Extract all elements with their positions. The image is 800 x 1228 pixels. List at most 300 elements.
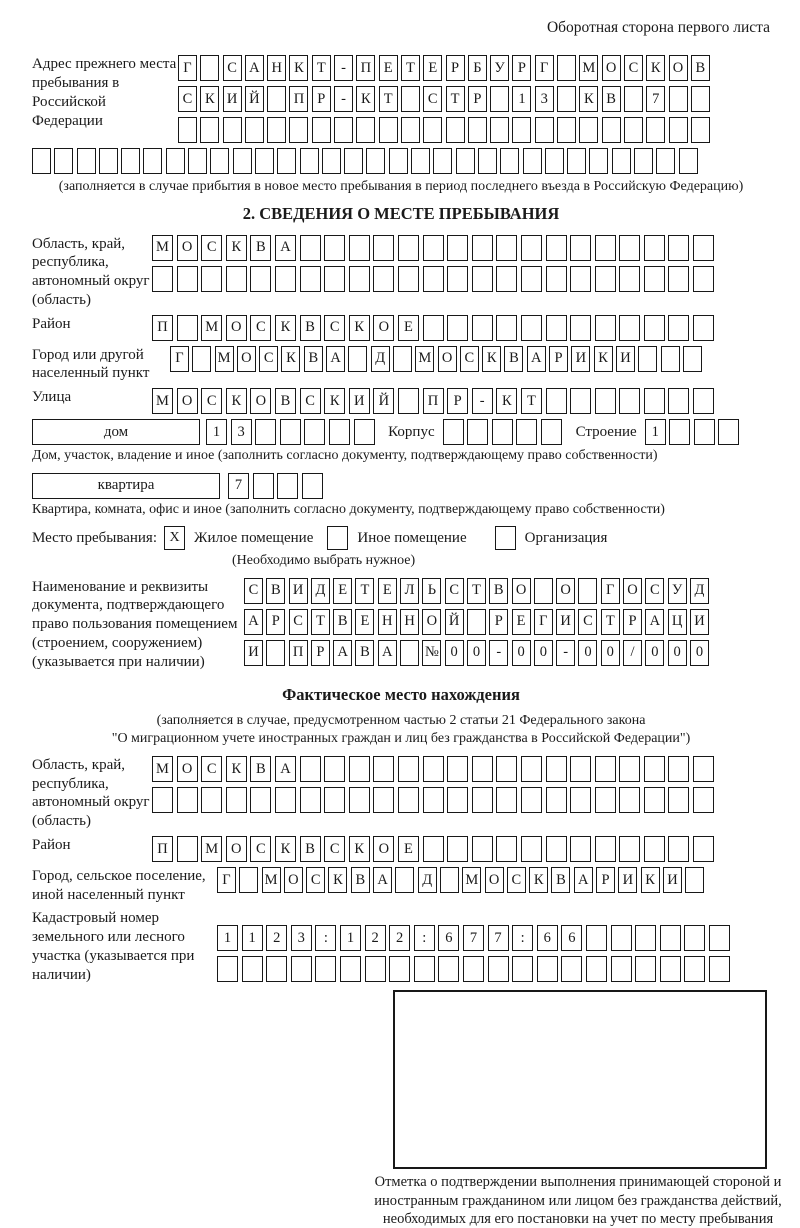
char-cell[interactable] (595, 787, 616, 813)
char-cell[interactable] (561, 956, 582, 982)
char-cell[interactable] (300, 266, 321, 292)
char-cell[interactable] (595, 836, 616, 862)
char-cell[interactable]: Н (378, 609, 397, 635)
char-cell[interactable] (200, 55, 219, 81)
char-cell[interactable] (546, 787, 567, 813)
char-cell[interactable] (201, 266, 222, 292)
char-cell[interactable]: 1 (645, 419, 666, 445)
char-cell[interactable]: О (177, 388, 198, 414)
char-cell[interactable] (226, 266, 247, 292)
char-cell[interactable] (411, 148, 430, 174)
char-cell[interactable] (579, 117, 598, 143)
char-cell[interactable] (152, 266, 173, 292)
char-cell[interactable] (266, 640, 285, 666)
char-cell[interactable] (400, 640, 419, 666)
char-cell[interactable] (423, 266, 444, 292)
char-cell[interactable]: О (669, 55, 688, 81)
char-cell[interactable] (668, 388, 689, 414)
char-cell[interactable]: К (324, 388, 345, 414)
char-cell[interactable] (691, 117, 710, 143)
char-cell[interactable] (595, 756, 616, 782)
char-cell[interactable] (586, 925, 607, 951)
char-cell[interactable] (277, 473, 298, 499)
char-cell[interactable]: Е (398, 315, 419, 341)
char-cell[interactable]: А (373, 867, 392, 893)
char-cell[interactable]: М (201, 836, 222, 862)
char-cell[interactable] (557, 117, 576, 143)
char-cell[interactable] (693, 388, 714, 414)
char-cell[interactable]: О (623, 578, 642, 604)
char-cell[interactable] (624, 117, 643, 143)
char-cell[interactable]: Р (489, 609, 508, 635)
char-cell[interactable] (496, 315, 517, 341)
char-cell[interactable]: Р (311, 640, 330, 666)
char-cell[interactable]: О (177, 756, 198, 782)
char-cell[interactable]: С (460, 346, 479, 372)
char-cell[interactable]: К (529, 867, 548, 893)
char-cell[interactable]: В (691, 55, 710, 81)
char-cell[interactable]: С (324, 836, 345, 862)
char-cell[interactable] (379, 117, 398, 143)
char-cell[interactable] (578, 578, 597, 604)
char-cell[interactable]: Е (333, 578, 352, 604)
char-cell[interactable] (302, 473, 323, 499)
char-cell[interactable] (393, 346, 412, 372)
char-cell[interactable]: С (223, 55, 242, 81)
char-cell[interactable]: К (482, 346, 501, 372)
char-cell[interactable]: О (237, 346, 256, 372)
char-cell[interactable] (619, 787, 640, 813)
char-cell[interactable] (638, 346, 657, 372)
char-cell[interactable] (304, 419, 325, 445)
char-cell[interactable]: П (289, 640, 308, 666)
char-cell[interactable] (521, 266, 542, 292)
char-cell[interactable]: В (551, 867, 570, 893)
char-cell[interactable]: А (333, 640, 352, 666)
char-cell[interactable] (496, 266, 517, 292)
char-cell[interactable]: 7 (463, 925, 484, 951)
char-cell[interactable] (567, 148, 586, 174)
char-cell[interactable] (709, 925, 730, 951)
char-cell[interactable] (541, 419, 562, 445)
char-cell[interactable] (496, 235, 517, 261)
char-cell[interactable]: 2 (389, 925, 410, 951)
char-cell[interactable]: И (349, 388, 370, 414)
char-cell[interactable] (679, 148, 698, 174)
char-cell[interactable] (366, 148, 385, 174)
char-cell[interactable] (718, 419, 739, 445)
char-cell[interactable] (709, 956, 730, 982)
char-cell[interactable] (389, 148, 408, 174)
char-cell[interactable] (595, 235, 616, 261)
char-cell[interactable]: О (438, 346, 457, 372)
char-cell[interactable] (275, 266, 296, 292)
char-cell[interactable]: К (200, 86, 219, 112)
char-cell[interactable] (398, 266, 419, 292)
char-cell[interactable]: К (579, 86, 598, 112)
char-cell[interactable] (373, 787, 394, 813)
char-cell[interactable] (398, 235, 419, 261)
char-cell[interactable] (255, 148, 274, 174)
char-cell[interactable]: Л (400, 578, 419, 604)
char-cell[interactable] (490, 117, 509, 143)
char-cell[interactable] (611, 956, 632, 982)
char-cell[interactable] (570, 235, 591, 261)
char-cell[interactable] (490, 86, 509, 112)
char-cell[interactable]: О (373, 315, 394, 341)
char-cell[interactable]: М (215, 346, 234, 372)
char-cell[interactable] (267, 86, 286, 112)
char-cell[interactable] (300, 235, 321, 261)
char-cell[interactable] (595, 315, 616, 341)
char-cell[interactable]: У (668, 578, 687, 604)
char-cell[interactable] (447, 315, 468, 341)
char-cell[interactable] (472, 836, 493, 862)
char-cell[interactable]: М (579, 55, 598, 81)
char-cell[interactable]: И (663, 867, 682, 893)
char-cell[interactable] (589, 148, 608, 174)
char-cell[interactable] (586, 956, 607, 982)
char-cell[interactable] (669, 419, 690, 445)
char-cell[interactable] (438, 956, 459, 982)
char-cell[interactable] (456, 148, 475, 174)
char-cell[interactable] (423, 787, 444, 813)
char-cell[interactable]: О (177, 235, 198, 261)
char-cell[interactable] (521, 756, 542, 782)
char-cell[interactable]: Г (534, 609, 553, 635)
char-cell[interactable] (644, 756, 665, 782)
char-cell[interactable] (245, 117, 264, 143)
char-cell[interactable] (289, 117, 308, 143)
char-cell[interactable] (694, 419, 715, 445)
char-cell[interactable]: 1 (242, 925, 263, 951)
char-cell[interactable]: 7 (646, 86, 665, 112)
char-cell[interactable]: - (489, 640, 508, 666)
char-cell[interactable] (521, 235, 542, 261)
char-cell[interactable] (239, 867, 258, 893)
char-cell[interactable] (401, 117, 420, 143)
char-cell[interactable] (478, 148, 497, 174)
char-cell[interactable]: Т (401, 55, 420, 81)
char-cell[interactable] (546, 836, 567, 862)
char-cell[interactable] (472, 756, 493, 782)
char-cell[interactable]: - (556, 640, 575, 666)
char-cell[interactable]: И (618, 867, 637, 893)
char-cell[interactable]: И (556, 609, 575, 635)
char-cell[interactable] (693, 266, 714, 292)
char-cell[interactable]: 0 (690, 640, 709, 666)
char-cell[interactable]: 0 (645, 640, 664, 666)
char-cell[interactable]: Д (371, 346, 390, 372)
char-cell[interactable]: К (349, 315, 370, 341)
char-cell[interactable]: С (645, 578, 664, 604)
char-cell[interactable]: А (574, 867, 593, 893)
char-cell[interactable] (373, 235, 394, 261)
char-cell[interactable] (496, 787, 517, 813)
char-cell[interactable] (611, 925, 632, 951)
char-cell[interactable]: 0 (668, 640, 687, 666)
char-cell[interactable] (570, 756, 591, 782)
char-cell[interactable]: О (226, 836, 247, 862)
char-cell[interactable]: Р (596, 867, 615, 893)
char-cell[interactable] (349, 787, 370, 813)
char-cell[interactable]: Н (400, 609, 419, 635)
char-cell[interactable]: О (512, 578, 531, 604)
char-cell[interactable]: С (201, 235, 222, 261)
char-cell[interactable]: Т (601, 609, 620, 635)
char-cell[interactable] (315, 956, 336, 982)
char-cell[interactable] (500, 148, 519, 174)
char-cell[interactable]: В (250, 756, 271, 782)
char-cell[interactable] (365, 956, 386, 982)
char-cell[interactable] (693, 787, 714, 813)
char-cell[interactable]: 3 (291, 925, 312, 951)
char-cell[interactable] (619, 756, 640, 782)
char-cell[interactable] (324, 266, 345, 292)
char-cell[interactable] (624, 86, 643, 112)
char-cell[interactable] (635, 956, 656, 982)
char-cell[interactable]: 1 (512, 86, 531, 112)
char-cell[interactable] (348, 346, 367, 372)
char-cell[interactable] (291, 956, 312, 982)
char-cell[interactable]: В (304, 346, 323, 372)
char-cell[interactable] (463, 956, 484, 982)
char-cell[interactable]: О (226, 315, 247, 341)
char-cell[interactable] (644, 836, 665, 862)
char-cell[interactable]: Ц (668, 609, 687, 635)
char-cell[interactable]: Е (379, 55, 398, 81)
char-cell[interactable] (447, 787, 468, 813)
char-cell[interactable] (398, 756, 419, 782)
char-cell[interactable] (356, 117, 375, 143)
char-cell[interactable]: Р (512, 55, 531, 81)
char-cell[interactable]: Г (170, 346, 189, 372)
char-cell[interactable]: : (414, 925, 435, 951)
char-cell[interactable]: Т (467, 578, 486, 604)
char-cell[interactable] (602, 117, 621, 143)
char-cell[interactable]: : (315, 925, 336, 951)
char-cell[interactable] (644, 315, 665, 341)
char-cell[interactable] (54, 148, 73, 174)
char-cell[interactable]: Й (445, 609, 464, 635)
char-cell[interactable]: / (623, 640, 642, 666)
char-cell[interactable]: В (355, 640, 374, 666)
char-cell[interactable] (472, 315, 493, 341)
char-cell[interactable]: 3 (535, 86, 554, 112)
char-cell[interactable] (545, 148, 564, 174)
char-cell[interactable]: 0 (467, 640, 486, 666)
char-cell[interactable] (447, 836, 468, 862)
char-cell[interactable]: В (504, 346, 523, 372)
char-cell[interactable] (223, 117, 242, 143)
char-cell[interactable] (32, 148, 51, 174)
char-cell[interactable] (324, 235, 345, 261)
char-cell[interactable]: С (178, 86, 197, 112)
char-cell[interactable] (447, 235, 468, 261)
char-cell[interactable] (217, 956, 238, 982)
char-cell[interactable]: М (462, 867, 481, 893)
char-cell[interactable]: М (415, 346, 434, 372)
char-cell[interactable] (516, 419, 537, 445)
char-cell[interactable] (619, 388, 640, 414)
char-cell[interactable] (349, 756, 370, 782)
char-cell[interactable] (521, 836, 542, 862)
char-cell[interactable]: Г (178, 55, 197, 81)
char-cell[interactable] (619, 235, 640, 261)
char-cell[interactable] (492, 419, 513, 445)
char-cell[interactable] (512, 956, 533, 982)
char-cell[interactable]: К (328, 867, 347, 893)
char-cell[interactable]: К (226, 756, 247, 782)
char-cell[interactable]: Т (521, 388, 542, 414)
char-cell[interactable]: В (333, 609, 352, 635)
char-cell[interactable] (255, 419, 276, 445)
char-cell[interactable] (669, 86, 688, 112)
char-cell[interactable] (644, 235, 665, 261)
char-cell[interactable] (446, 117, 465, 143)
char-cell[interactable] (322, 148, 341, 174)
char-cell[interactable] (389, 956, 410, 982)
char-cell[interactable]: 3 (231, 419, 252, 445)
char-cell[interactable]: 0 (578, 640, 597, 666)
char-cell[interactable]: А (245, 55, 264, 81)
char-cell[interactable] (178, 117, 197, 143)
char-cell[interactable] (177, 836, 198, 862)
char-cell[interactable]: Б (468, 55, 487, 81)
char-cell[interactable] (668, 787, 689, 813)
char-cell[interactable] (253, 473, 274, 499)
char-cell[interactable] (512, 117, 531, 143)
char-cell[interactable]: С (324, 315, 345, 341)
char-cell[interactable] (535, 117, 554, 143)
char-cell[interactable] (423, 235, 444, 261)
char-cell[interactable] (192, 346, 211, 372)
char-cell[interactable] (77, 148, 96, 174)
char-cell[interactable] (242, 956, 263, 982)
char-cell[interactable]: П (423, 388, 444, 414)
char-cell[interactable]: Ь (422, 578, 441, 604)
char-cell[interactable] (693, 756, 714, 782)
char-cell[interactable]: А (275, 756, 296, 782)
char-cell[interactable]: С (250, 315, 271, 341)
char-cell[interactable]: С (445, 578, 464, 604)
char-cell[interactable]: В (266, 578, 285, 604)
char-cell[interactable] (537, 956, 558, 982)
char-cell[interactable]: И (690, 609, 709, 635)
char-cell[interactable]: П (356, 55, 375, 81)
char-cell[interactable] (401, 86, 420, 112)
char-cell[interactable] (177, 315, 198, 341)
char-cell[interactable] (644, 787, 665, 813)
char-cell[interactable] (250, 787, 271, 813)
char-cell[interactable] (152, 787, 173, 813)
char-cell[interactable] (447, 266, 468, 292)
char-cell[interactable]: А (275, 235, 296, 261)
char-cell[interactable]: У (490, 55, 509, 81)
char-cell[interactable] (329, 419, 350, 445)
char-cell[interactable]: М (201, 315, 222, 341)
char-cell[interactable]: М (152, 756, 173, 782)
char-cell[interactable] (612, 148, 631, 174)
char-cell[interactable]: 2 (365, 925, 386, 951)
char-cell[interactable] (619, 315, 640, 341)
char-cell[interactable] (693, 836, 714, 862)
char-cell[interactable] (570, 836, 591, 862)
char-cell[interactable] (656, 148, 675, 174)
char-cell[interactable]: П (289, 86, 308, 112)
char-cell[interactable]: - (472, 388, 493, 414)
char-cell[interactable]: Т (379, 86, 398, 112)
char-cell[interactable]: М (152, 235, 173, 261)
char-cell[interactable]: К (281, 346, 300, 372)
char-cell[interactable] (423, 315, 444, 341)
char-cell[interactable]: 0 (534, 640, 553, 666)
char-cell[interactable] (646, 117, 665, 143)
char-cell[interactable]: С (259, 346, 278, 372)
char-cell[interactable] (423, 836, 444, 862)
char-cell[interactable] (300, 756, 321, 782)
char-cell[interactable]: 1 (340, 925, 361, 951)
char-cell[interactable]: А (326, 346, 345, 372)
char-cell[interactable]: Н (267, 55, 286, 81)
char-cell[interactable] (619, 836, 640, 862)
char-cell[interactable]: Т (311, 609, 330, 635)
char-cell[interactable]: К (641, 867, 660, 893)
char-cell[interactable]: С (624, 55, 643, 81)
char-cell[interactable] (684, 925, 705, 951)
char-cell[interactable] (188, 148, 207, 174)
char-cell[interactable] (570, 787, 591, 813)
char-cell[interactable] (277, 148, 296, 174)
char-cell[interactable]: А (645, 609, 664, 635)
char-cell[interactable]: 6 (438, 925, 459, 951)
char-cell[interactable] (280, 419, 301, 445)
char-cell[interactable] (570, 266, 591, 292)
char-cell[interactable]: К (594, 346, 613, 372)
char-cell[interactable]: 0 (601, 640, 620, 666)
char-cell[interactable]: Р (623, 609, 642, 635)
char-cell[interactable] (166, 148, 185, 174)
char-cell[interactable] (496, 836, 517, 862)
char-cell[interactable] (472, 235, 493, 261)
char-cell[interactable]: Т (312, 55, 331, 81)
char-cell[interactable]: Е (423, 55, 442, 81)
char-cell[interactable] (668, 315, 689, 341)
char-cell[interactable]: Е (378, 578, 397, 604)
char-cell[interactable]: И (571, 346, 590, 372)
char-cell[interactable] (546, 315, 567, 341)
char-cell[interactable] (644, 388, 665, 414)
char-cell[interactable] (210, 148, 229, 174)
char-cell[interactable]: И (289, 578, 308, 604)
char-cell[interactable] (121, 148, 140, 174)
char-cell[interactable]: О (284, 867, 303, 893)
char-cell[interactable] (324, 787, 345, 813)
char-cell[interactable] (414, 956, 435, 982)
char-cell[interactable]: : (512, 925, 533, 951)
char-cell[interactable] (534, 578, 553, 604)
char-cell[interactable] (660, 925, 681, 951)
char-cell[interactable]: С (244, 578, 263, 604)
char-cell[interactable] (546, 235, 567, 261)
char-cell[interactable] (472, 266, 493, 292)
char-cell[interactable]: Г (535, 55, 554, 81)
char-cell[interactable]: Г (217, 867, 236, 893)
char-cell[interactable]: 2 (266, 925, 287, 951)
char-cell[interactable]: О (373, 836, 394, 862)
char-cell[interactable]: Р (549, 346, 568, 372)
char-cell[interactable]: Д (311, 578, 330, 604)
